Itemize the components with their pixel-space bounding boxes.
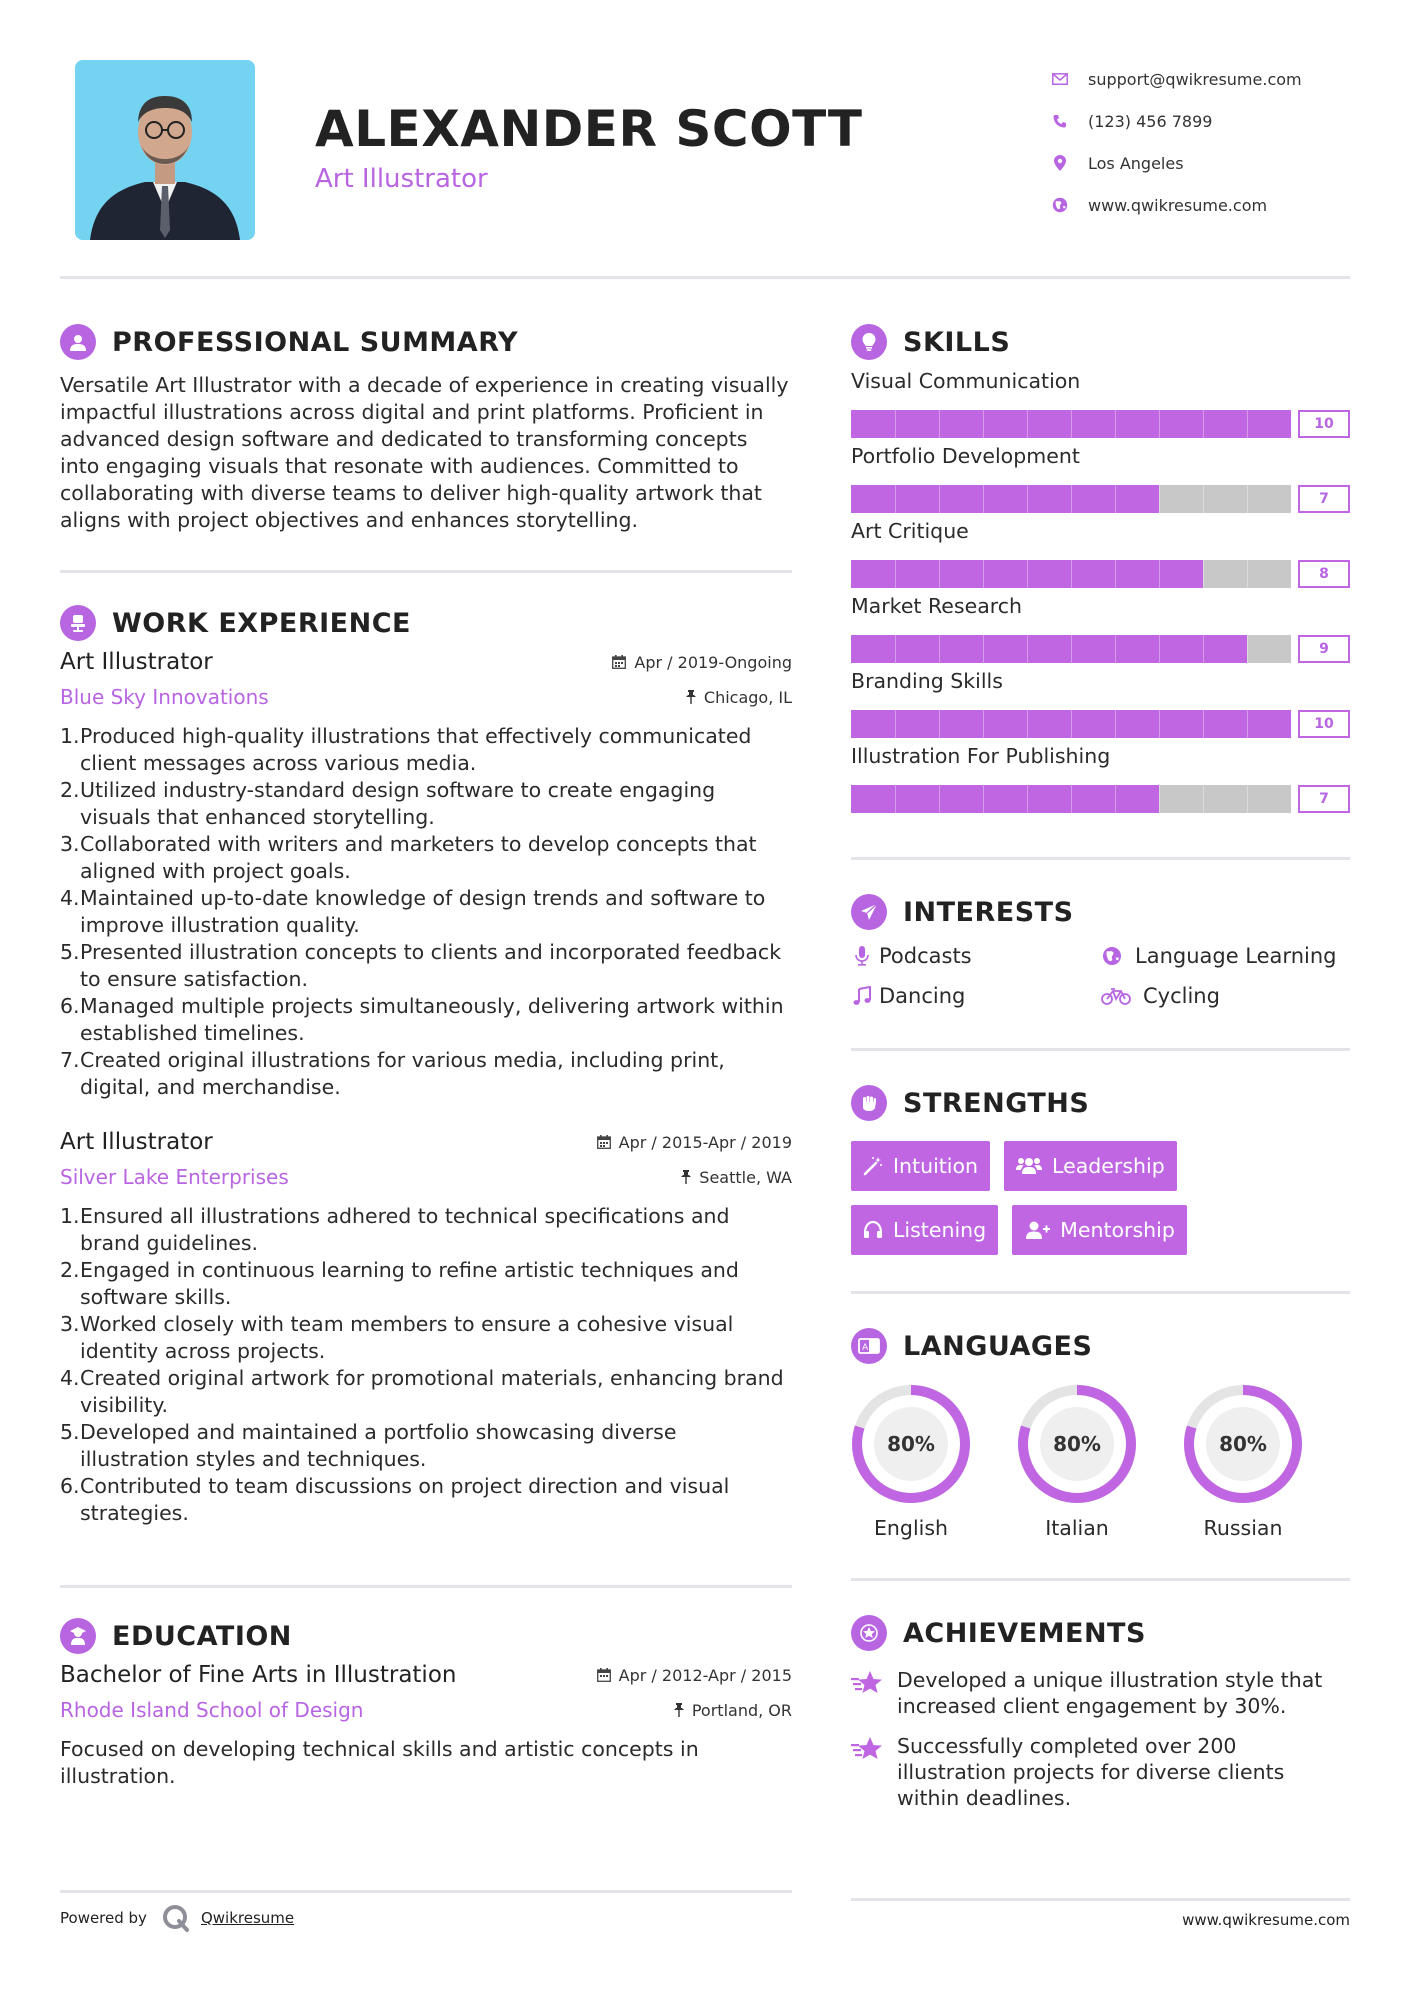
language-percent: 80%	[887, 1432, 935, 1456]
strengths-list	[851, 1141, 1251, 1255]
interest-label: Language Learning	[1135, 944, 1337, 968]
language-percent: 80%	[1053, 1432, 1101, 1456]
achievement-text: Successfully completed over 200 illustration projects for diverse clients within deadlines.	[897, 1734, 1285, 1810]
skill-bar-fill	[851, 785, 1159, 813]
map-pin-icon	[1050, 153, 1070, 173]
duty-item	[60, 777, 792, 831]
footer-left	[60, 1890, 792, 1933]
pushpin-icon	[681, 1170, 691, 1184]
footer-divider	[851, 1898, 1350, 1901]
skill-bar-segment	[1247, 785, 1248, 813]
interests-list	[851, 944, 1350, 1008]
duty-text: Engaged in continuous learning to refine artistic techniques and software skills.	[80, 1258, 739, 1309]
job-dates-text: Apr / 2015-Apr / 2019	[618, 1132, 792, 1152]
skill-bar	[851, 631, 1350, 663]
skill-item	[851, 366, 1350, 438]
interests-section	[851, 890, 1350, 1008]
duty-text: Collaborated with writers and marketers to develop concepts that aligned with project goals.	[80, 832, 757, 883]
section-divider	[851, 1291, 1350, 1294]
skill-bar-track	[851, 560, 1291, 588]
job-dates-text: Apr / 2019-Ongoing	[634, 652, 792, 672]
skill-bar-segment	[1115, 785, 1116, 813]
footer-right	[851, 1898, 1350, 1929]
skill-bar-segment	[1027, 485, 1028, 513]
skill-bar-track	[851, 710, 1291, 738]
duty-text: Utilized industry-standard design software to create engaging visuals that enhanced storytelling.	[80, 778, 716, 829]
education-section	[60, 1614, 792, 1790]
contact-website-text: www.qwikresume.com	[1088, 195, 1268, 215]
skill-name: Market Research	[851, 594, 1023, 618]
duty-text: Maintained up-to-date knowledge of design trends and software to improve illustration quality.	[80, 886, 766, 937]
language-name: Italian	[1045, 1516, 1109, 1540]
powered-by-text: Powered by	[60, 1909, 147, 1927]
duty-number: 2.	[60, 1258, 80, 1282]
duty-item	[60, 939, 792, 993]
skill-bar-segment	[895, 560, 896, 588]
section-divider	[60, 570, 792, 573]
skill-bar-segment	[895, 635, 896, 663]
duty-item	[60, 831, 792, 885]
skills-list	[851, 366, 1350, 813]
duty-item	[60, 1257, 792, 1311]
duty-text: Created original artwork for promotional materials, enhancing brand visibility.	[80, 1366, 784, 1417]
skill-bar-track	[851, 785, 1291, 813]
skill-bar	[851, 481, 1350, 513]
svg-text:A: A	[862, 1343, 869, 1353]
language-ring	[1183, 1384, 1303, 1504]
pushpin-icon	[674, 1703, 684, 1717]
headphones-icon	[863, 1220, 883, 1240]
skill-bar-segment	[983, 635, 984, 663]
user-plus-icon	[1024, 1220, 1050, 1240]
skill-bar-segment	[1027, 560, 1028, 588]
interest-item	[1101, 984, 1351, 1008]
achievements-title: ACHIEVEMENTS	[903, 1617, 1146, 1649]
job-dates	[597, 1133, 792, 1152]
education-title: EDUCATION	[112, 1620, 292, 1652]
duty-text: Produced high-quality illustrations that effectively communicated client messages across various media.	[80, 724, 752, 775]
education-location	[674, 1701, 792, 1720]
skill-bar-segment	[895, 485, 896, 513]
footer-website[interactable]: www.qwikresume.com	[1182, 1911, 1350, 1929]
skill-bar-segment	[895, 785, 896, 813]
briefcase-chair-icon	[60, 605, 96, 641]
skill-bar-segment	[1247, 485, 1248, 513]
language-item	[1183, 1384, 1303, 1540]
summary-section	[60, 320, 792, 534]
skill-name: Visual Communication	[851, 369, 1081, 393]
strength-tag	[1012, 1205, 1187, 1255]
languages-section	[851, 1324, 1350, 1540]
language-name: Russian	[1203, 1516, 1283, 1540]
strength-label: Leadership	[1052, 1154, 1165, 1178]
duty-number: 4.	[60, 1366, 80, 1390]
job-duties	[60, 1203, 792, 1527]
right-column	[851, 320, 1350, 1811]
interest-item	[1101, 944, 1351, 968]
skill-bar-segment	[983, 785, 984, 813]
skill-bar-segment	[1203, 635, 1204, 663]
language-item	[1017, 1384, 1137, 1540]
job-duties	[60, 723, 792, 1101]
skill-name: Illustration For Publishing	[851, 744, 1111, 768]
candidate-name: ALEXANDER SCOTT	[315, 100, 863, 158]
skill-bar-segment	[1027, 410, 1028, 438]
skill-bar	[851, 781, 1350, 813]
duty-text: Managed multiple projects simultaneously, delivering artwork within established timelines.	[80, 994, 784, 1045]
skill-bar-segment	[1071, 410, 1072, 438]
section-divider	[60, 1585, 792, 1588]
skill-bar-segment	[1115, 410, 1116, 438]
skill-level-badge: 10	[1298, 410, 1350, 438]
music-note-icon	[851, 984, 873, 1008]
skill-bar-segment	[1247, 560, 1248, 588]
person-portrait-icon	[75, 60, 255, 240]
skill-bar-segment	[895, 710, 896, 738]
fist-icon	[851, 1085, 887, 1121]
globe-icon	[1050, 195, 1070, 215]
achievement-text: Developed a unique illustration style that increased client engagement by 30%.	[897, 1668, 1323, 1718]
achievement-item	[851, 1667, 1350, 1719]
skill-bar	[851, 406, 1350, 438]
skill-bar-segment	[1027, 635, 1028, 663]
skill-bar-segment	[1247, 635, 1248, 663]
skill-level-badge: 8	[1298, 560, 1350, 588]
skill-bar-fill	[851, 485, 1159, 513]
skill-bar-segment	[1071, 485, 1072, 513]
skill-bar-segment	[1115, 710, 1116, 738]
skill-bar-segment	[983, 485, 984, 513]
lightbulb-icon	[851, 324, 887, 360]
contact-email-text: support@qwikresume.com	[1088, 69, 1302, 89]
experience-title: WORK EXPERIENCE	[112, 607, 411, 639]
duty-number: 5.	[60, 940, 80, 964]
skill-level-badge: 7	[1298, 485, 1350, 513]
duty-number: 4.	[60, 886, 80, 910]
pushpin-icon	[686, 690, 696, 704]
skill-bar-segment	[939, 710, 940, 738]
envelope-icon	[1050, 69, 1070, 89]
star-icon	[851, 1667, 885, 1719]
skill-bar-segment	[983, 560, 984, 588]
interest-label: Podcasts	[879, 944, 972, 968]
skill-name: Portfolio Development	[851, 444, 1080, 468]
strengths-section	[851, 1081, 1350, 1255]
languages-list	[851, 1384, 1350, 1540]
calendar-icon	[597, 1135, 611, 1149]
strengths-heading	[851, 1081, 1350, 1125]
duty-text: Worked closely with team members to ensure a cohesive visual identity across projects.	[80, 1312, 734, 1363]
skills-section	[851, 320, 1350, 813]
skill-name: Art Critique	[851, 519, 969, 543]
skill-bar-segment	[1159, 485, 1160, 513]
job-company: Blue Sky Innovations	[60, 685, 269, 709]
language-name: English	[873, 1516, 949, 1540]
interests-title: INTERESTS	[903, 896, 1074, 928]
skill-bar-segment	[939, 635, 940, 663]
skill-bar-segment	[1071, 635, 1072, 663]
school-name: Rhode Island School of Design	[60, 1698, 364, 1722]
paper-plane-icon	[851, 894, 887, 930]
section-divider	[851, 857, 1350, 860]
job-location-text: Seattle, WA	[699, 1167, 792, 1187]
job-entry	[60, 1129, 792, 1527]
skill-bar-segment	[1247, 710, 1248, 738]
contact-location-text: Los Angeles	[1088, 153, 1184, 173]
interest-label: Cycling	[1143, 984, 1220, 1008]
language-item	[851, 1384, 971, 1540]
summary-title: PROFESSIONAL SUMMARY	[112, 326, 519, 358]
achievement-item	[851, 1733, 1350, 1811]
skill-item	[851, 591, 1350, 663]
duty-number: 1.	[60, 1204, 80, 1228]
experience-section	[60, 601, 792, 1527]
qwikresume-logo-icon	[161, 1903, 191, 1933]
interest-label: Dancing	[879, 984, 966, 1008]
skill-bar-segment	[1159, 410, 1160, 438]
duty-item	[60, 1473, 792, 1527]
duty-number: 3.	[60, 1312, 80, 1336]
skill-bar-segment	[1203, 485, 1204, 513]
job-company: Silver Lake Enterprises	[60, 1165, 289, 1189]
bicycle-icon	[1101, 984, 1131, 1008]
skill-name: Branding Skills	[851, 669, 1003, 693]
skill-item	[851, 516, 1350, 588]
graduate-icon	[60, 1618, 96, 1654]
duty-number: 6.	[60, 1474, 80, 1498]
degree-name: Bachelor of Fine Arts in Illustration	[60, 1662, 457, 1688]
section-divider	[851, 1048, 1350, 1051]
skill-bar-segment	[1203, 710, 1204, 738]
duty-text: Contributed to team discussions on project direction and visual strategies.	[80, 1474, 730, 1525]
contact-phone	[1050, 100, 1370, 142]
skill-bar-segment	[1115, 485, 1116, 513]
skill-bar	[851, 556, 1350, 588]
language-ring	[1017, 1384, 1137, 1504]
skill-bar-segment	[1247, 410, 1248, 438]
duty-item	[60, 1419, 792, 1473]
skill-bar-segment	[1159, 710, 1160, 738]
globe-icon	[1101, 944, 1123, 968]
job-location-text: Chicago, IL	[703, 687, 792, 707]
powered-by	[60, 1903, 792, 1933]
duty-item	[60, 723, 792, 777]
experience-heading	[60, 601, 792, 645]
duty-number: 2.	[60, 778, 80, 802]
skill-level-badge: 9	[1298, 635, 1350, 663]
skill-item	[851, 441, 1350, 513]
duty-item	[60, 885, 792, 939]
skill-bar-segment	[895, 410, 896, 438]
language-percent: 80%	[1219, 1432, 1267, 1456]
duty-number: 3.	[60, 832, 80, 856]
interest-item	[851, 984, 1101, 1008]
contact-website[interactable]	[1050, 184, 1370, 226]
skill-bar-segment	[1115, 635, 1116, 663]
skill-level-badge: 10	[1298, 710, 1350, 738]
magic-wand-icon	[863, 1156, 883, 1176]
education-heading	[60, 1614, 792, 1658]
skill-bar-segment	[1159, 560, 1160, 588]
duty-text: Ensured all illustrations adhered to technical specifications and brand guidelines.	[80, 1204, 730, 1255]
footer-divider	[60, 1890, 792, 1893]
interests-heading	[851, 890, 1350, 934]
duty-item	[60, 1203, 792, 1257]
contact-email[interactable]	[1050, 58, 1370, 100]
strength-label: Intuition	[893, 1154, 979, 1178]
strength-tag	[1004, 1141, 1177, 1191]
skill-bar-segment	[939, 485, 940, 513]
left-column	[60, 320, 792, 1790]
candidate-title: Art Illustrator	[315, 164, 488, 194]
skill-bar-segment	[1159, 635, 1160, 663]
skill-bar-segment	[939, 560, 940, 588]
calendar-icon	[597, 1668, 611, 1682]
skill-bar-segment	[1115, 560, 1116, 588]
skill-bar-segment	[1071, 560, 1072, 588]
duty-number: 5.	[60, 1420, 80, 1444]
header-divider	[60, 276, 1350, 279]
skill-bar-segment	[983, 410, 984, 438]
duty-number: 1.	[60, 724, 80, 748]
summary-text: Versatile Art Illustrator with a decade of experience in creating visually impactful illustrations across digital and print platforms. Proficient in advanced design software and dedicated to transforming concepts into engaging visuals that resonate with audiences. Committed to collaborating with diverse teams to deliver high-quality artwork that aligns with project objectives and enhances storytelling.	[60, 373, 789, 532]
duty-number: 7.	[60, 1048, 80, 1072]
job-role: Art Illustrator	[60, 1129, 213, 1155]
contact-phone-text: (123) 456 7899	[1088, 111, 1213, 131]
duty-text: Developed and maintained a portfolio showcasing diverse illustration styles and techniques.	[80, 1420, 677, 1471]
skill-bar-track	[851, 410, 1291, 438]
duty-item	[60, 1365, 792, 1419]
job-role: Art Illustrator	[60, 649, 213, 675]
languages-title: LANGUAGES	[903, 1330, 1093, 1362]
skill-level-badge: 7	[1298, 785, 1350, 813]
skill-bar-segment	[1159, 785, 1160, 813]
summary-heading	[60, 320, 792, 364]
achievements-section	[851, 1611, 1350, 1811]
users-icon	[1016, 1156, 1042, 1176]
education-location-text: Portland, OR	[691, 1700, 792, 1720]
job-entry	[60, 649, 792, 1101]
star-icon	[851, 1733, 885, 1811]
skill-bar-segment	[1203, 410, 1204, 438]
language-icon	[851, 1328, 887, 1364]
skill-bar-segment	[1071, 710, 1072, 738]
skill-bar-segment	[1071, 785, 1072, 813]
microphone-icon	[851, 944, 873, 968]
languages-heading	[851, 1324, 1350, 1368]
job-dates	[612, 653, 792, 672]
strength-label: Listening	[893, 1218, 987, 1242]
duty-item	[60, 1311, 792, 1365]
achievements-heading	[851, 1611, 1350, 1655]
strength-tag	[851, 1205, 998, 1255]
skill-bar-segment	[1203, 785, 1204, 813]
skill-bar	[851, 706, 1350, 738]
skill-bar-segment	[1203, 560, 1204, 588]
skill-bar-segment	[939, 410, 940, 438]
skill-item	[851, 741, 1350, 813]
interest-item	[851, 944, 1101, 968]
skill-bar-track	[851, 635, 1291, 663]
section-divider	[851, 1578, 1350, 1581]
strengths-title: STRENGTHS	[903, 1087, 1090, 1119]
skill-bar-segment	[1027, 785, 1028, 813]
skills-title: SKILLS	[903, 326, 1011, 358]
phone-icon	[1050, 111, 1070, 131]
qwikresume-link[interactable]: Qwikresume	[200, 1909, 295, 1927]
duty-item	[60, 993, 792, 1047]
contact-list	[1050, 58, 1370, 226]
education-description: Focused on developing technical skills and artistic concepts in illustration.	[60, 1737, 699, 1788]
duty-text: Created original illustrations for various media, including print, digital, and merchandise.	[80, 1048, 725, 1099]
star-badge-icon	[851, 1615, 887, 1651]
duty-number: 6.	[60, 994, 80, 1018]
user-icon	[60, 324, 96, 360]
skill-bar-segment	[939, 785, 940, 813]
education-dates	[597, 1666, 792, 1685]
skill-bar-fill	[851, 635, 1247, 663]
job-location	[686, 688, 792, 707]
education-dates-text: Apr / 2012-Apr / 2015	[618, 1665, 792, 1685]
contact-location	[1050, 142, 1370, 184]
strength-label: Mentorship	[1060, 1218, 1175, 1242]
skill-bar-segment	[983, 710, 984, 738]
skill-bar-segment	[1027, 710, 1028, 738]
skills-heading	[851, 320, 1350, 364]
resume-header	[0, 0, 1407, 280]
skill-bar-track	[851, 485, 1291, 513]
duty-text: Presented illustration concepts to clients and incorporated feedback to ensure satisfaction.	[80, 940, 782, 991]
strength-tag	[851, 1141, 990, 1191]
skill-item	[851, 666, 1350, 738]
calendar-icon	[612, 655, 626, 669]
duty-item	[60, 1047, 792, 1101]
job-location	[681, 1168, 792, 1187]
profile-photo	[75, 60, 255, 240]
language-ring	[851, 1384, 971, 1504]
